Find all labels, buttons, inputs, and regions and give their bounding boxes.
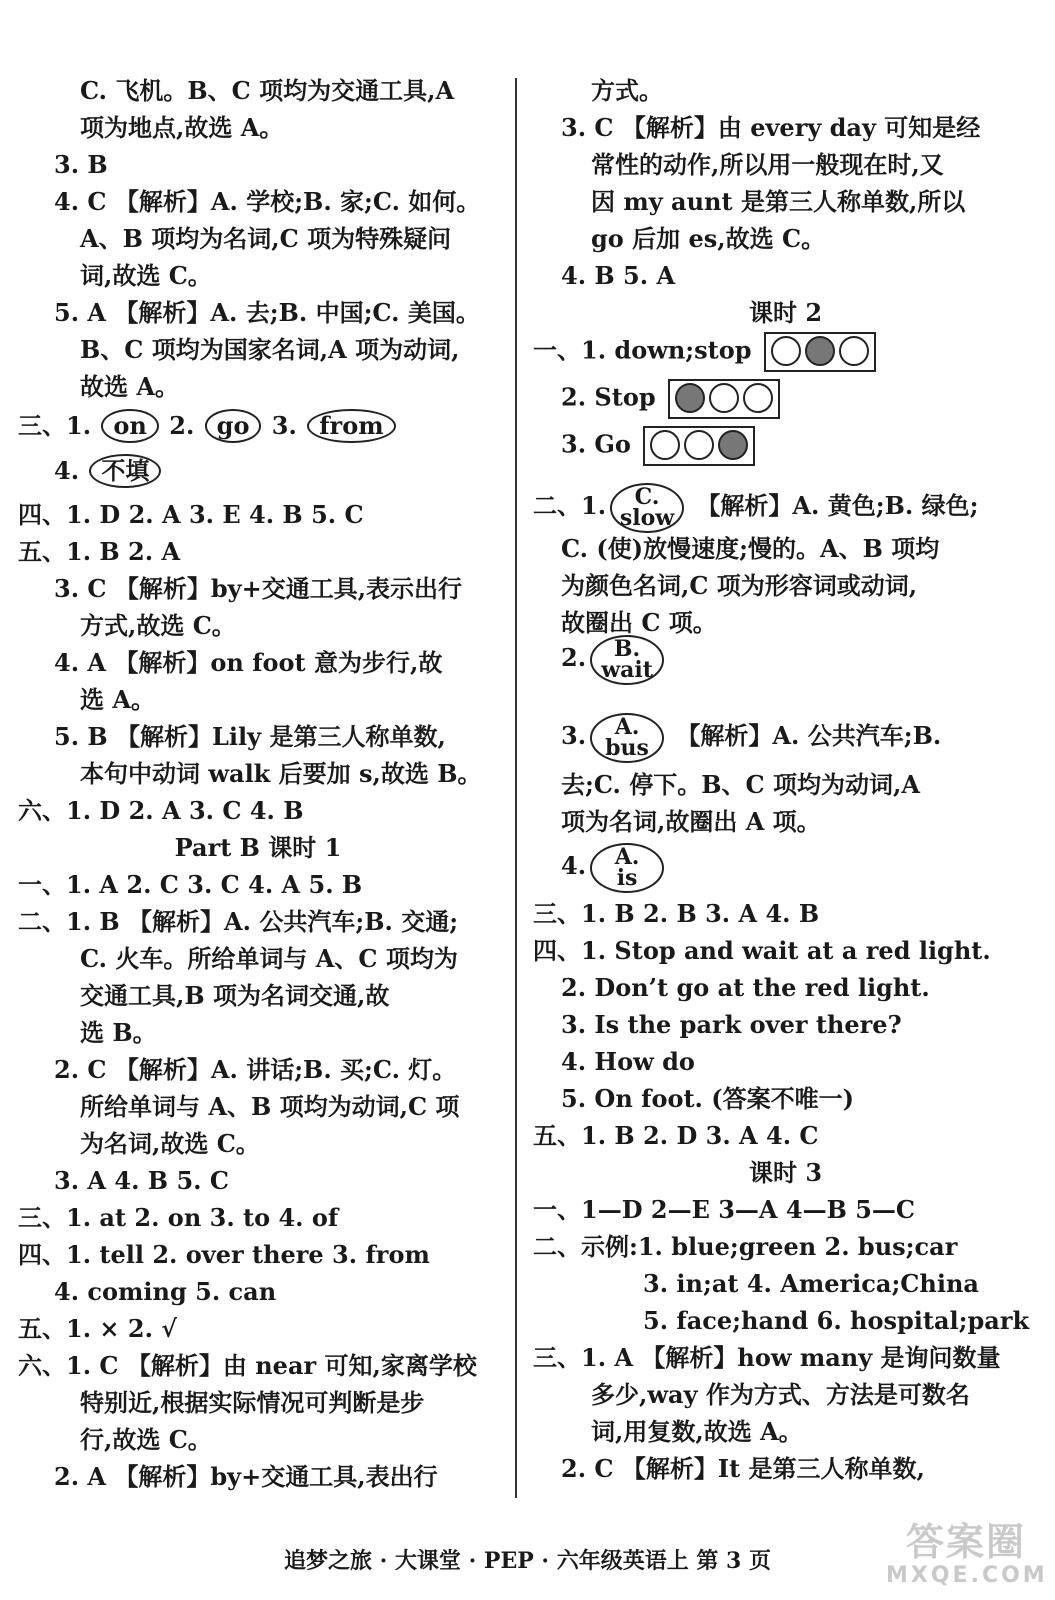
traffic-light-icon bbox=[643, 426, 755, 466]
answer-line: 所给单词与 A、B 项均为动词,C 项 bbox=[80, 1092, 460, 1121]
answer-line: 因 my aunt 是第三人称单数,所以 bbox=[591, 187, 966, 216]
traffic-light-row: 2. Stop bbox=[561, 379, 780, 419]
answer-line: 六、1. D 2. A 3. C 4. B bbox=[18, 796, 304, 825]
answer-line: 2. C 【解析】A. 讲话;B. 买;C. 灯。 bbox=[54, 1055, 457, 1084]
page-footer: 追梦之旅 · 大课堂 · PEP · 六年级英语上 第 3 页 bbox=[283, 1548, 772, 1574]
circled-answer bbox=[610, 483, 684, 533]
circled-letter: B. bbox=[613, 635, 641, 662]
circled-answer bbox=[590, 635, 664, 685]
circled-word: from bbox=[307, 409, 395, 443]
answer-line: 为名词,故选 C。 bbox=[80, 1129, 260, 1158]
answer-line: 一、1. A 2. C 3. C 4. A 5. B bbox=[18, 870, 363, 899]
traffic-light-row: 一、1. down;stop bbox=[533, 332, 876, 372]
answer-line: 4. C 【解析】A. 学校;B. 家;C. 如何。 bbox=[54, 187, 481, 216]
answer-line: 三、1. at 2. on 3. to 4. of bbox=[18, 1203, 339, 1232]
answer-line: C. 火车。所给单词与 A、C 项均为 bbox=[80, 944, 458, 973]
light-circle bbox=[709, 383, 739, 413]
answer-line: 去;C. 停下。B、C 项均为动词,A bbox=[561, 770, 920, 799]
answer-line: 五、1. × 2. √ bbox=[18, 1314, 178, 1343]
answer-line: 五、1. B 2. A bbox=[18, 537, 181, 566]
circled-letter: A. bbox=[614, 713, 640, 740]
answer-line: 4. B 5. A bbox=[561, 261, 676, 290]
answer-line: 行,故选 C。 bbox=[80, 1425, 212, 1454]
answer-line: 故选 A。 bbox=[80, 372, 179, 401]
circled-word: wait bbox=[601, 656, 653, 683]
answer-line: 3. in;at 4. America;China bbox=[643, 1269, 979, 1298]
answer-line: 词,故选 C。 bbox=[80, 261, 212, 290]
circled-letter: C. bbox=[634, 483, 660, 510]
answer-line: 2. A 【解析】by+交通工具,表出行 bbox=[54, 1462, 438, 1491]
answer-line: 方式,故选 C。 bbox=[80, 611, 236, 640]
light-circle bbox=[718, 430, 748, 460]
light-circle bbox=[675, 383, 705, 413]
answer-line: 交通工具,B 项为名词交通,故 bbox=[80, 981, 390, 1010]
light-circle bbox=[771, 336, 801, 366]
section-heading: 课时 2 bbox=[748, 298, 823, 327]
circled-answer-row: 二、1. C. slow 【解析】A. 黄色;B. 绿色; bbox=[533, 483, 979, 531]
answer-line: 5. A 【解析】A. 去;B. 中国;C. 美国。 bbox=[54, 298, 480, 327]
answer-line: 六、1. C 【解析】由 near 可知,家离学校 bbox=[18, 1351, 477, 1380]
answer-line: 四、1. D 2. A 3. E 4. B 5. C bbox=[18, 500, 364, 529]
circled-word: is bbox=[616, 864, 638, 891]
answer-line: 三、1. A 【解析】how many 是询问数量 bbox=[533, 1343, 1001, 1372]
section-heading: 课时 3 bbox=[748, 1158, 823, 1187]
answer-line: 本句中动词 walk 后要加 s,故选 B。 bbox=[80, 759, 482, 788]
circled-answer-row: 3. A. bus 【解析】A. 公共汽车;B. bbox=[561, 713, 942, 761]
circled-word: 不填 bbox=[89, 454, 161, 488]
circled-letter: A. bbox=[614, 843, 640, 870]
answer-line: 为颜色名词,C 项为形容词或动词, bbox=[561, 571, 918, 600]
answer-line: 一、1—D 2—E 3—A 4—B 5—C bbox=[533, 1195, 916, 1224]
answer-line: 方式。 bbox=[591, 76, 663, 105]
answer-line: B、C 项均为国家名词,A 项为动词, bbox=[80, 335, 460, 364]
circled-words-row: 4. 不填 bbox=[54, 454, 163, 488]
answer-line: C. (使)放慢速度;慢的。A、B 项均 bbox=[561, 534, 940, 563]
traffic-light-row: 3. Go bbox=[561, 426, 755, 466]
answer-line: 三、1. B 2. B 3. A 4. B bbox=[533, 899, 820, 928]
circled-word: go bbox=[205, 409, 262, 443]
answer-line: 二、示例:1. blue;green 2. bus;car bbox=[533, 1232, 958, 1261]
section-heading: Part B 课时 1 bbox=[174, 833, 342, 862]
answer-line: 3. B bbox=[54, 150, 108, 179]
circled-answer bbox=[590, 843, 664, 893]
answer-line: 五、1. B 2. D 3. A 4. C bbox=[533, 1121, 819, 1150]
circled-word: on bbox=[101, 409, 158, 443]
answer-line: 3. A 4. B 5. C bbox=[54, 1166, 229, 1195]
answer-line: 4. A 【解析】on foot 意为步行,故 bbox=[54, 648, 443, 677]
answer-line: go 后加 es,故选 C。 bbox=[591, 224, 826, 253]
circled-answer-row: 4. A. is bbox=[561, 840, 668, 893]
answer-line: 项为地点,故选 A。 bbox=[80, 113, 284, 142]
answer-line: 选 B。 bbox=[80, 1018, 157, 1047]
answer-line: 2. C 【解析】It 是第三人称单数, bbox=[561, 1454, 925, 1483]
traffic-light-icon bbox=[764, 332, 876, 372]
answer-line: 二、1. B 【解析】A. 公共汽车;B. 交通; bbox=[18, 907, 459, 936]
answer-line: 4. coming 5. can bbox=[54, 1277, 277, 1306]
answer-line: 5. B 【解析】Lily 是第三人称单数, bbox=[54, 722, 446, 751]
answer-line: 选 A。 bbox=[80, 685, 155, 714]
light-circle bbox=[805, 336, 835, 366]
answer-line: 四、1. tell 2. over there 3. from bbox=[18, 1240, 430, 1269]
answer-line: C. 飞机。B、C 项均为交通工具,A bbox=[80, 76, 455, 105]
circled-answer-row: 2. B. wait bbox=[561, 632, 668, 685]
answer-line: 5. face;hand 6. hospital;park bbox=[643, 1306, 1030, 1335]
answer-line: 多少,way 作为方式、方法是可数名 bbox=[591, 1380, 970, 1409]
circled-words-row: 三、1. on 2. go 3. from bbox=[18, 409, 398, 443]
answer-line: 项为名词,故圈出 A 项。 bbox=[561, 807, 821, 836]
answer-line: 4. How do bbox=[561, 1047, 695, 1076]
answer-line: 3. C 【解析】由 every day 可知是经 bbox=[561, 113, 981, 142]
traffic-light-icon bbox=[668, 379, 780, 419]
column-divider bbox=[515, 78, 517, 1498]
circled-word: bus bbox=[605, 734, 649, 761]
circled-answer bbox=[590, 713, 664, 763]
answer-line: 2. Don’t go at the red light. bbox=[561, 973, 930, 1002]
watermark-logo: 答案圈 MXQE.COM bbox=[886, 1520, 1048, 1588]
light-circle bbox=[743, 383, 773, 413]
answer-line: 3. C 【解析】by+交通工具,表示出行 bbox=[54, 574, 463, 603]
answer-line: 特别近,根据实际情况可判断是步 bbox=[80, 1388, 425, 1417]
light-circle bbox=[650, 430, 680, 460]
answer-line: A、B 项均为名词,C 项为特殊疑问 bbox=[80, 224, 452, 253]
light-circle bbox=[684, 430, 714, 460]
answer-line: 故圈出 C 项。 bbox=[561, 608, 717, 637]
light-circle bbox=[839, 336, 869, 366]
answer-line: 词,用复数,故选 A。 bbox=[591, 1417, 803, 1446]
answer-line: 四、1. Stop and wait at a red light. bbox=[533, 936, 991, 965]
answer-line: 5. On foot. (答案不唯一) bbox=[561, 1084, 854, 1113]
answer-line: 常性的动作,所以用一般现在时,又 bbox=[591, 150, 944, 179]
circled-word: slow bbox=[619, 504, 675, 531]
answer-line: 3. Is the park over there? bbox=[561, 1010, 902, 1039]
